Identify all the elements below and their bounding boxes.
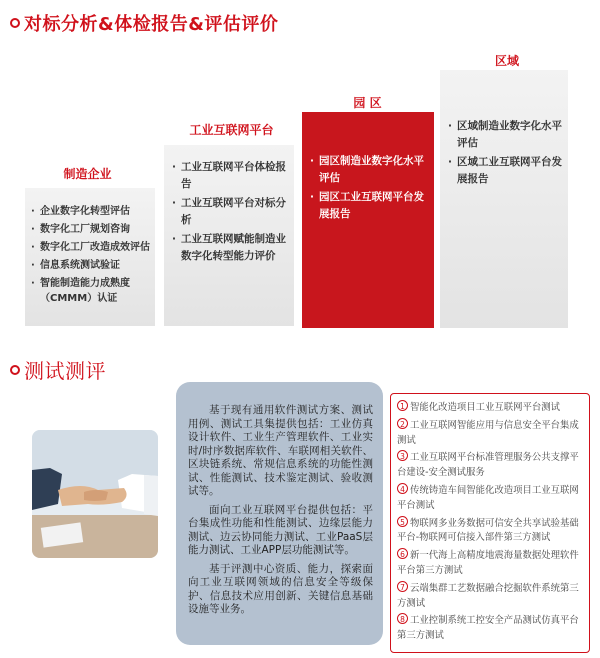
handshake-photo xyxy=(32,430,158,558)
card-item: · 园区工业互联网平台发展报告 xyxy=(310,189,429,223)
panel-paragraph: 基于评测中心资质、能力，探索面向工业互联网领域的信息安全等级保护、信息技术应用创新、关键信息基础设施等业务。 xyxy=(188,562,373,615)
card-item: · 智能制造能力成熟度（CMMM）认证 xyxy=(31,276,151,306)
ring-bullet-icon xyxy=(10,18,20,28)
list-item: 6 新一代海上高精度地震海量数据处理软件平台第三方测试 xyxy=(397,550,579,576)
card-manufacturing xyxy=(25,188,155,326)
card-item: · 园区制造业数字化水平评估 xyxy=(310,153,429,187)
card-item: · 区域制造业数字化水平评估 xyxy=(448,118,562,152)
section-title-text: 测试测评 xyxy=(24,359,106,383)
card-region xyxy=(440,70,568,328)
list-item: 8 工业控制系统工控安全产品测试仿真平台第三方测试 xyxy=(397,615,579,642)
testing-description-panel xyxy=(176,382,383,645)
list-item: 7 云端集群工艺数据融合挖掘软件系统第三方测试 xyxy=(397,582,579,609)
card-item: · 数字化工厂规划咨询 xyxy=(31,222,151,237)
panel-paragraph: 基于现有通用软件测试方案、测试用例、测试工具集提供包括：工业仿真设计软件、工业生产管理软件、工业实时/时序数据库软件、车联网相关软件、区块链系统、常规信息系统的功能性测试、性能测试、技术鉴定测试、验收测试等。 xyxy=(188,404,373,497)
card-item: · 数字化工厂改造成效评估 xyxy=(31,240,151,255)
section-title-testing xyxy=(10,355,106,384)
card-item: · 工业互联网赋能制造业数字化转型能力评价 xyxy=(172,231,290,265)
card-park xyxy=(302,112,434,328)
list-item: 2 工业互联网智能应用与信息安全平台集成测试 xyxy=(397,419,579,446)
section-title-analysis xyxy=(10,10,278,36)
list-item: 5 物联网多业务数据可信安全共享试验基础平台-物联网可信接入部件第三方测试 xyxy=(397,517,579,544)
handshake-image-icon xyxy=(32,430,158,558)
list-item: 4 传统铸造车间智能化改造项目工业互联网平台测试 xyxy=(397,484,579,511)
card-item: · 信息系统测试验证 xyxy=(31,258,151,273)
panel-paragraph: 面向工业互联网平台提供包括：平台集成性功能和性能测试、边缘层能力测试、边云协同能力测试、工业PaaS层能力测试、工业APP层功能测试等。 xyxy=(188,503,373,556)
card-item: · 企业数字化转型评估 xyxy=(31,204,151,219)
project-list xyxy=(390,393,590,653)
list-item: 3 工业互联网平台标准管理服务公共支撑平台建设-安全测试服务 xyxy=(397,452,579,479)
section-title-text: 对标分析&体检报告&评估评价 xyxy=(24,14,279,35)
list-item: 1 智能化改造项目工业互联网平台测试 xyxy=(397,400,583,416)
card-item: · 工业互联网平台对标分析 xyxy=(172,195,290,229)
card-industrial-platform xyxy=(164,145,294,326)
card-item: · 工业互联网平台体检报告 xyxy=(172,159,290,193)
column-label-region: 区域 xyxy=(494,54,519,68)
column-label-manufacturing: 制造企业 xyxy=(63,167,112,181)
card-item: · 区域工业互联网平台发展报告 xyxy=(448,154,562,188)
ring-bullet-icon xyxy=(10,365,20,375)
column-label-park: 园 区 xyxy=(353,96,382,110)
column-label-industrial-platform: 工业互联网平台 xyxy=(189,123,274,137)
